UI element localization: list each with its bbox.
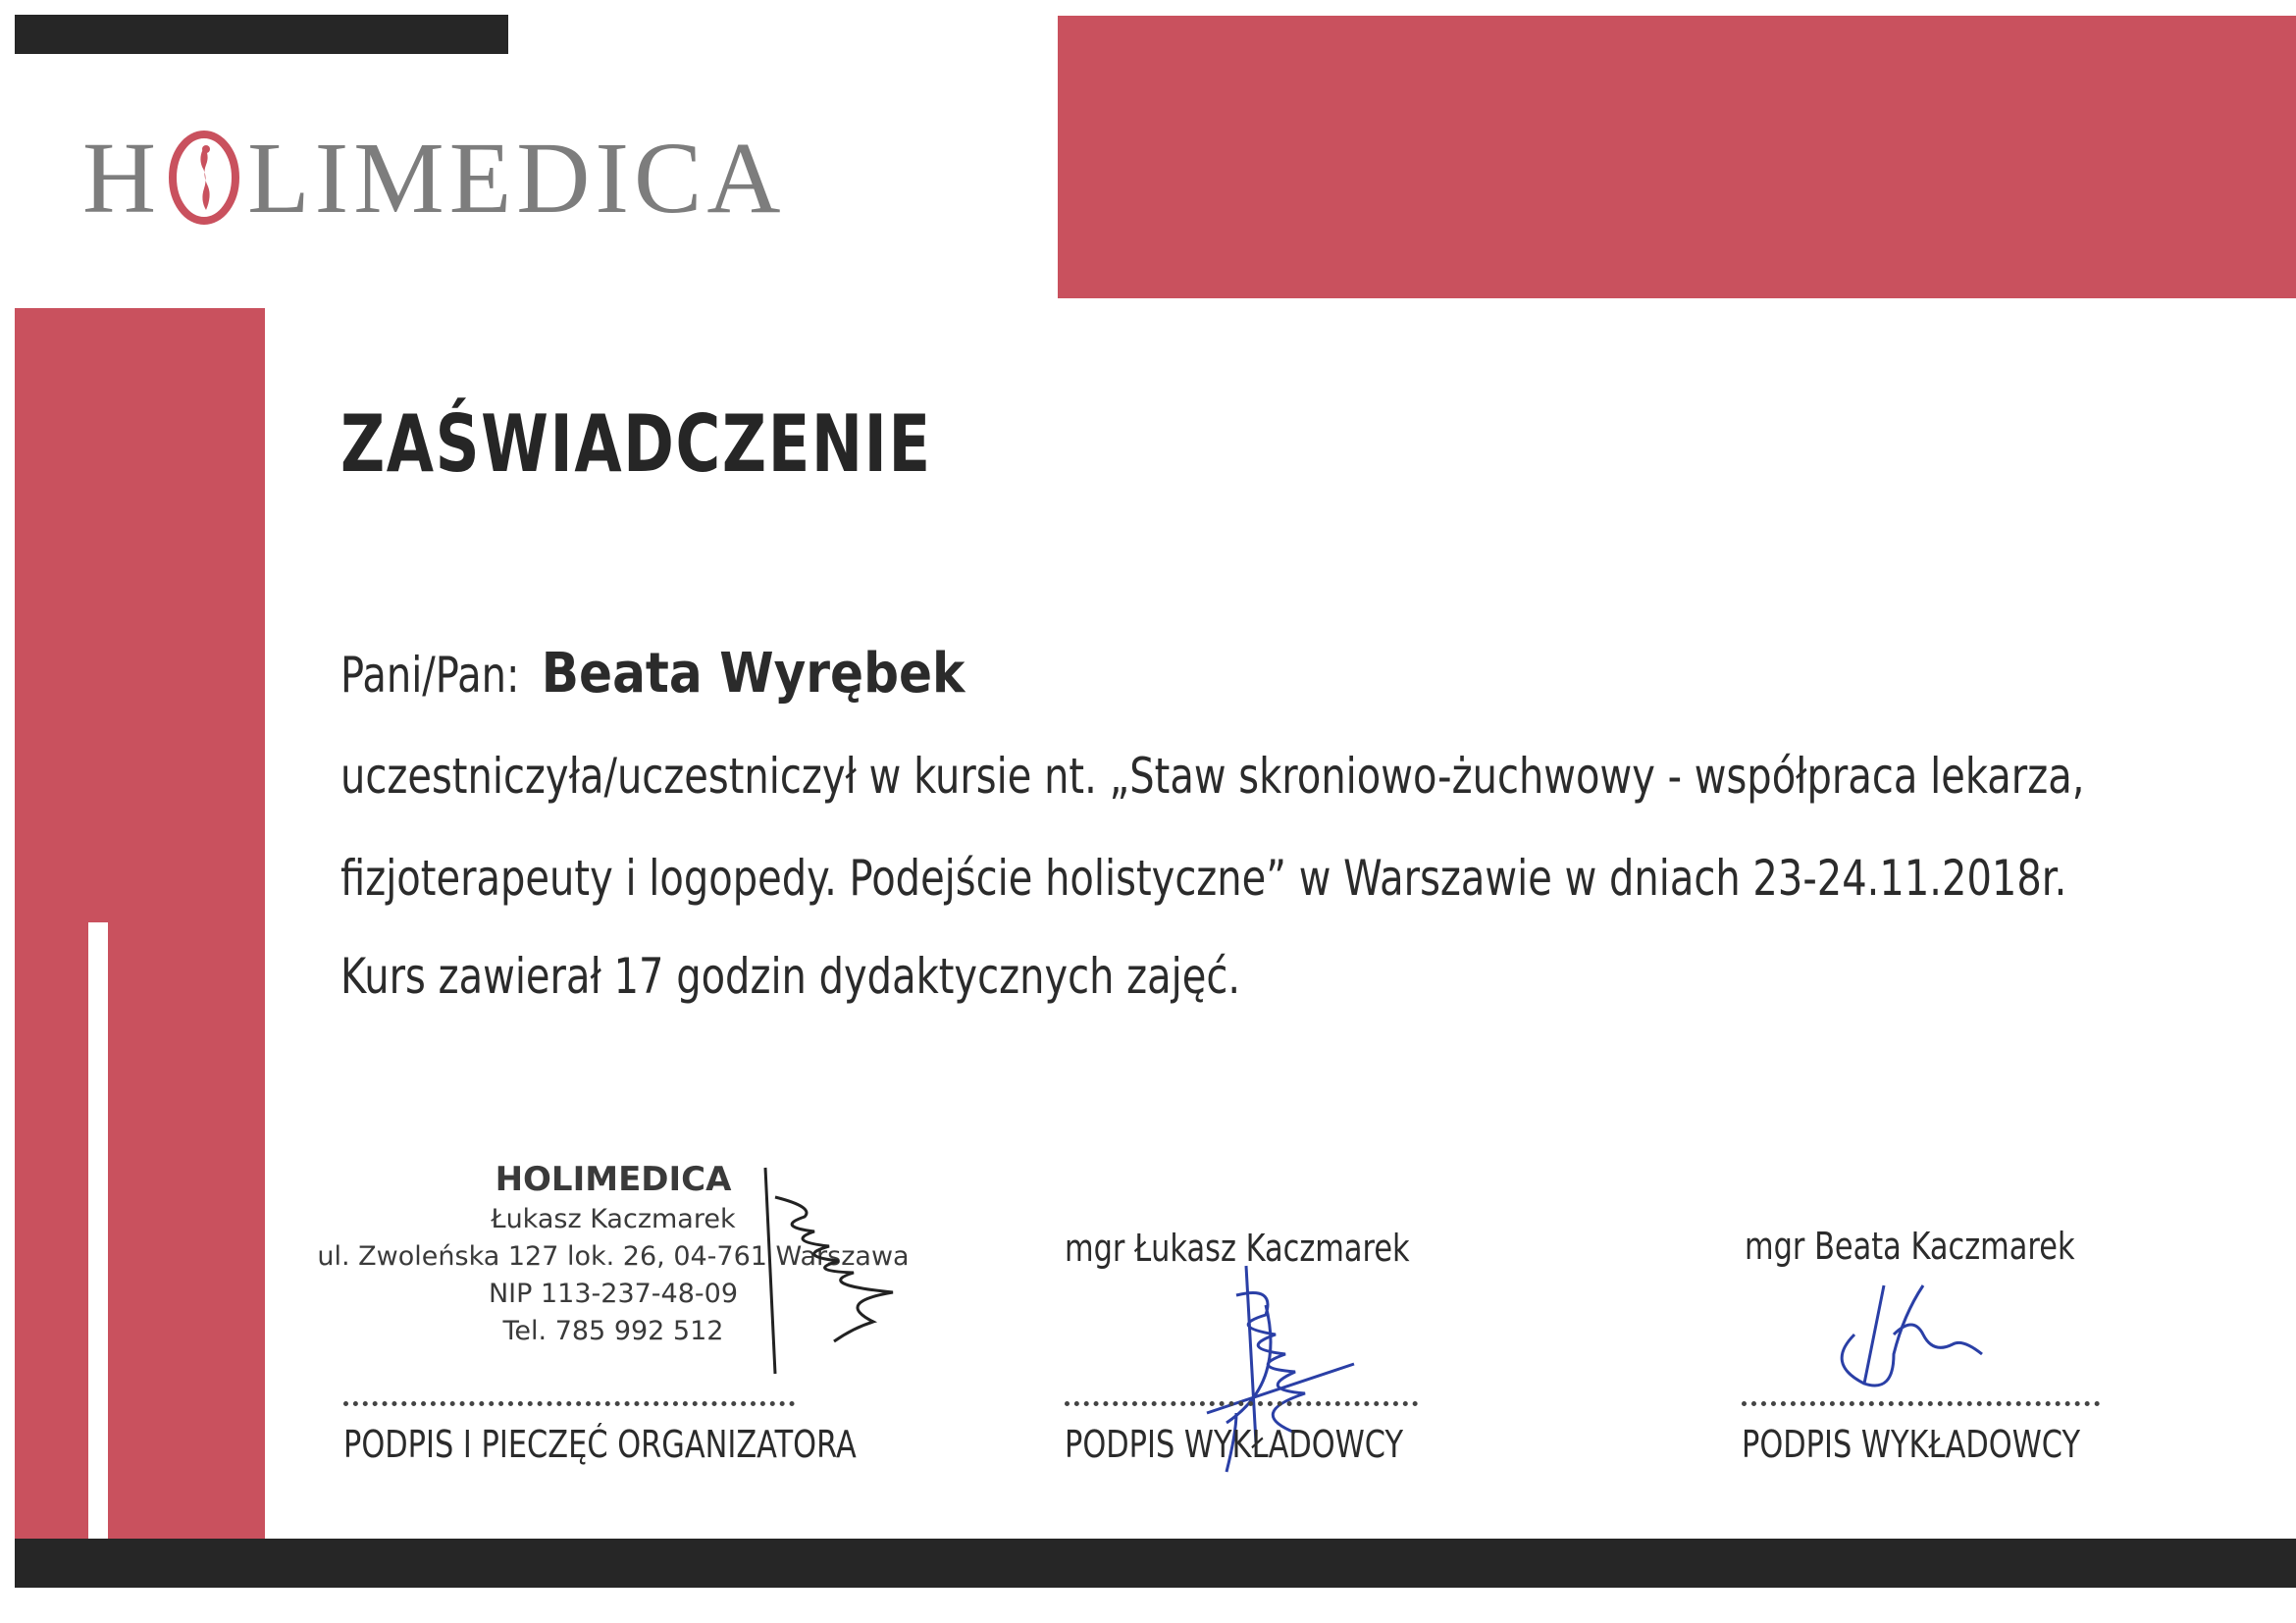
lecturer-1-name: mgr Łukasz Kaczmarek	[1065, 1227, 1410, 1270]
bottom-dark-band	[15, 1539, 2296, 1588]
body-line-2: fizjoterapeuty i logopedy. Podejście holistyczne” w Warszawie w dniach 23-24.11.2018r.	[340, 850, 2067, 907]
organizer-signature-line	[343, 1401, 795, 1406]
logo-letters-limedica: LIMEDICA	[247, 121, 786, 235]
lecturer-1-signature-line	[1065, 1401, 1418, 1406]
recipient-label: Pani/Pan:	[340, 647, 520, 704]
stamp-company: HOLIMEDICA	[495, 1160, 732, 1199]
top-right-red-band	[1058, 16, 2296, 298]
body-line-1: uczestniczyła/uczestniczył w kursie nt. „Staw skroniowo-żuchwowy - współpraca lekarza,	[340, 748, 2085, 805]
certificate-title: ZAŚWIADCZENIE	[340, 398, 932, 490]
lecturer-1-signature-label: PODPIS WYKŁADOWCY	[1065, 1423, 1404, 1466]
body-line-3: Kurs zawierał 17 godzin dydaktycznych zajęć.	[340, 948, 1241, 1005]
organizer-signature-label: PODPIS I PIECZĘĆ ORGANIZATORA	[343, 1423, 857, 1466]
stamp-owner: Łukasz Kaczmarek	[491, 1204, 736, 1234]
lecturer-2-signature-line	[1742, 1401, 2100, 1406]
recipient-line	[340, 642, 965, 706]
left-white-stripe	[88, 922, 108, 1539]
lecturer-2-signature-icon	[1825, 1276, 2002, 1393]
figure-in-oval-icon	[167, 130, 241, 226]
top-left-dark-band	[15, 15, 508, 54]
logo-letter-h: H	[82, 121, 162, 235]
lecturer-2-signature-label: PODPIS WYKŁADOWCY	[1742, 1423, 2081, 1466]
organizer-signature-icon	[746, 1158, 913, 1384]
stamp-phone: Tel. 785 992 512	[502, 1316, 724, 1346]
stamp-address: ul. Zwoleńska 127 lok. 26, 04-761 Warszawa	[317, 1241, 910, 1272]
holimedica-logo	[82, 121, 786, 235]
stamp-nip: NIP 113-237-48-09	[488, 1279, 739, 1309]
lecturer-2-name: mgr Beata Kaczmarek	[1745, 1225, 2075, 1268]
recipient-name: Beata Wyrębek	[541, 642, 965, 706]
left-red-band	[15, 308, 265, 1539]
